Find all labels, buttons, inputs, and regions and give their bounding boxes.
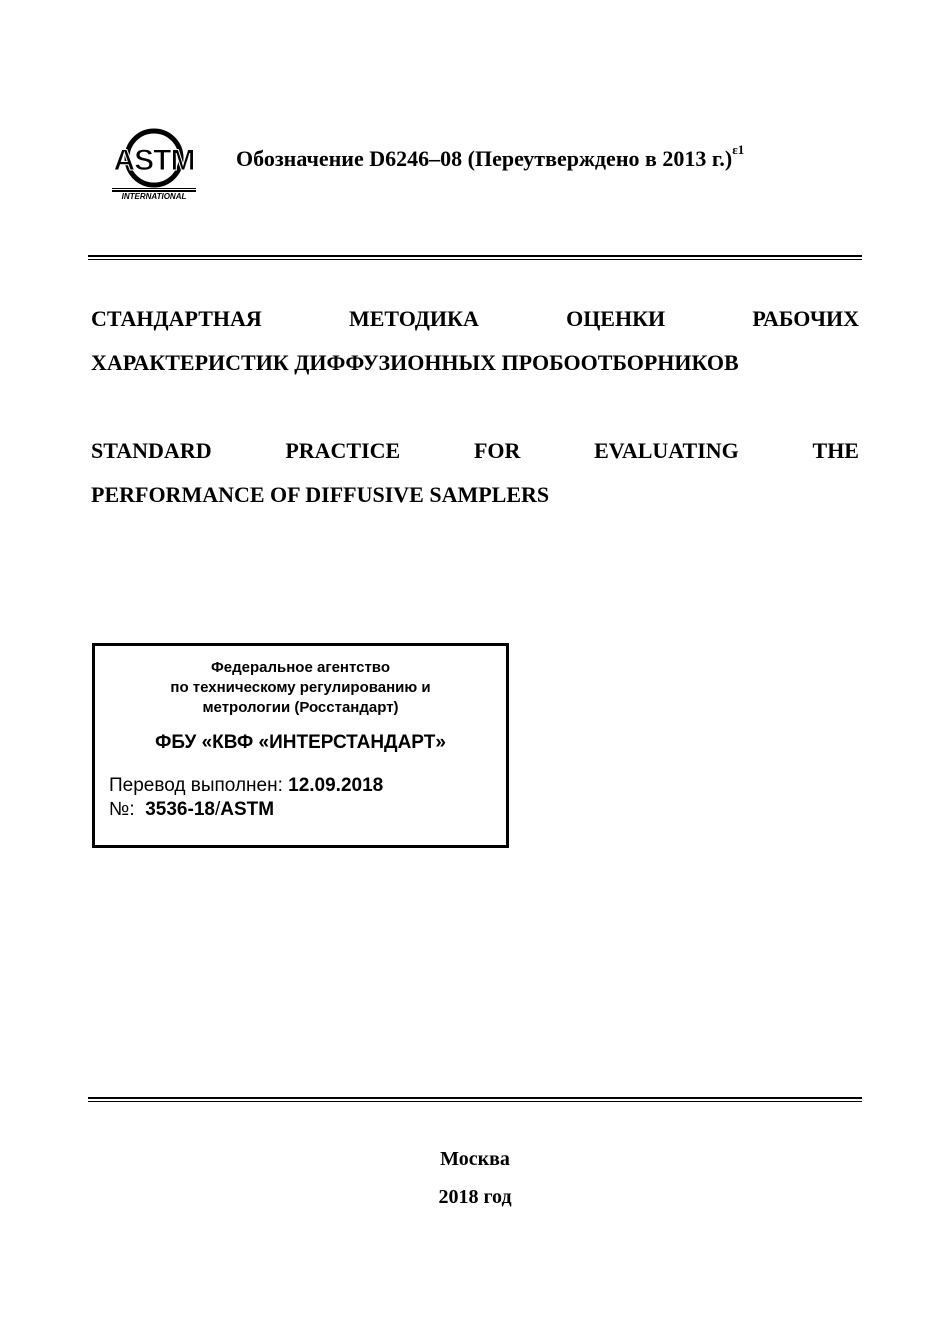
standard-designation: [236, 142, 745, 172]
title-ru-word: МЕТОДИКА: [348, 306, 479, 331]
title-ru-line-1: [91, 297, 859, 341]
title-en-line-2: PERFORMANCE OF DIFFUSIVE SAMPLERS: [91, 482, 550, 507]
title-en-word: THE: [812, 438, 859, 463]
translation-stamp: [92, 643, 509, 848]
stamp-organization: ФБУ «КВФ «ИНТЕРСТАНДАРТ»: [155, 732, 446, 753]
designation-superscript: ε1: [732, 142, 745, 157]
translation-date-label: Перевод выполнен:: [109, 775, 283, 796]
designation-text: Обозначение D6246–08 (Переутверждено в 2013 г.): [236, 146, 733, 171]
title-en-word: STANDARD: [91, 438, 212, 463]
svg-text:INTERNATIONAL: INTERNATIONAL: [121, 192, 187, 200]
top-divider: [88, 255, 862, 260]
translation-number-suffix: ASTM: [220, 799, 275, 820]
title-ru-word: ОЦЕНКИ: [566, 306, 666, 331]
title-en-word: PRACTICE: [285, 438, 401, 463]
translation-date-row: [109, 774, 506, 798]
stamp-agency-line: метрологии (Росстандарт): [202, 699, 399, 716]
translation-number-row: [109, 798, 506, 822]
translation-number-label: №:: [109, 799, 135, 820]
footer-year: 2018 год: [438, 1186, 512, 1208]
translation-number-value: 3536-18: [145, 799, 215, 820]
translation-date-value: 12.09.2018: [288, 775, 384, 796]
bottom-divider: [88, 1097, 862, 1102]
title-ru-word: СТАНДАРТНАЯ: [91, 306, 262, 331]
stamp-agency: [95, 658, 506, 718]
title-en-line-1: [91, 429, 859, 473]
translation-number-separator: /: [214, 799, 221, 820]
title-en-word: EVALUATING: [594, 438, 739, 463]
stamp-agency-line: Федеральное агентство: [210, 659, 390, 676]
title-en-word: FOR: [473, 438, 521, 463]
astm-logo-graphic: [108, 128, 200, 200]
title-russian: [91, 297, 859, 385]
title-ru-word: РАБОЧИХ: [752, 306, 859, 331]
title-ru-line-2: ХАРАКТЕРИСТИК ДИФФУЗИОННЫХ ПРОБООТБОРНИКОВ: [91, 350, 739, 375]
title-english: [91, 429, 859, 517]
stamp-translation-info: [95, 774, 506, 822]
svg-text:ASTM: ASTM: [113, 144, 195, 177]
stamp-agency-line: по техническому регулированию и: [170, 679, 431, 696]
footer-city: Москва: [440, 1148, 510, 1170]
astm-logo: [108, 128, 200, 200]
